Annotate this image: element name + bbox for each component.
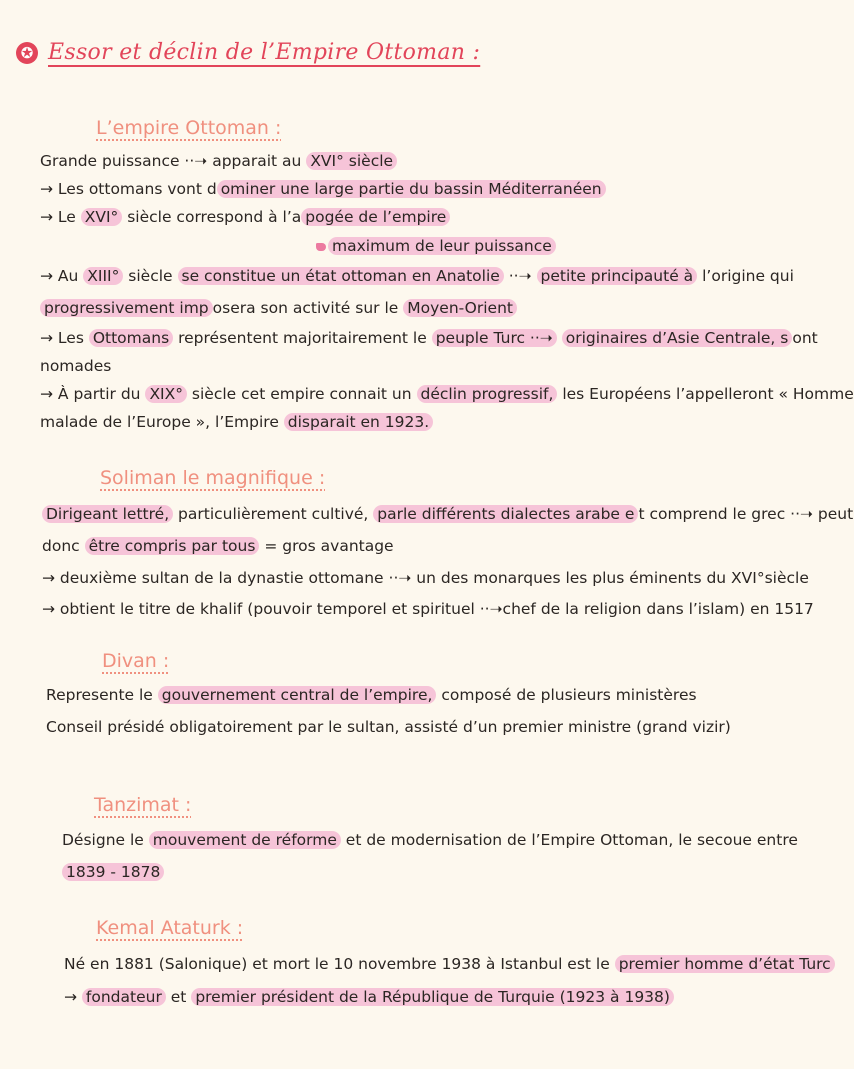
text: → obtient le titre de khalif (pouvoir temporel et spirituel ··➝chef de la religion dans l’islam) en 1517	[42, 600, 814, 618]
highlight: XVI° siècle	[306, 152, 397, 170]
text: Grande puissance ··➝ apparait au	[40, 152, 307, 170]
soliman-line-3	[42, 567, 809, 589]
text: → Les ottomans vont d	[40, 180, 217, 198]
heading-kemal-ataturk: Kemal Ataturk :	[96, 917, 244, 939]
highlight: gouvernement central de l’empire,	[158, 686, 437, 704]
highlight: petite principauté à	[537, 267, 698, 285]
text: particulièrement cultivé,	[173, 505, 374, 523]
highlight: XIII°	[83, 267, 123, 285]
empire-line-5	[40, 265, 794, 287]
heading-empire-ottoman: L’empire Ottoman :	[96, 117, 282, 139]
highlight: Dirigeant lettré,	[42, 505, 173, 523]
soliman-line-4	[42, 598, 814, 620]
kemal-line-1	[64, 953, 835, 975]
highlight: disparait en 1923.	[284, 413, 433, 431]
text: et	[165, 988, 192, 1006]
heading-divan: Divan :	[102, 650, 170, 672]
text: et de modernisation de l’Empire Ottoman, le secoue entre	[340, 831, 798, 849]
empire-line-9	[40, 383, 854, 405]
text: les Européens l’appelleront « Homme	[557, 385, 854, 403]
highlight: être compris par tous	[85, 537, 260, 555]
highlight: Moyen-Orient	[403, 299, 517, 317]
highlight: ominer une large partie du bassin Méditerranéen	[217, 180, 606, 198]
text: →	[64, 988, 82, 1006]
text: Represente le	[46, 686, 158, 704]
text: ont	[792, 329, 818, 347]
empire-line-3	[40, 206, 450, 228]
star-circle-icon: ✪	[16, 42, 38, 64]
text: représentent majoritairement le	[173, 329, 432, 347]
highlight: XIX°	[145, 385, 187, 403]
tanzimat-line-2	[62, 861, 164, 883]
text: ··➝	[503, 267, 537, 285]
empire-line-1	[40, 150, 397, 172]
highlight: XVI°	[81, 208, 123, 226]
text: siècle correspond à l’a	[122, 208, 302, 226]
text	[557, 329, 562, 347]
text: donc	[42, 537, 85, 555]
text: Né en 1881 (Salonique) et mort le 10 novembre 1938 à Istanbul est le	[64, 955, 615, 973]
highlight: maximum de leur puissance	[328, 237, 556, 255]
divan-line-2	[46, 716, 731, 738]
text: → Le	[40, 208, 81, 226]
heading-tanzimat: Tanzimat :	[94, 794, 192, 816]
highlight: premier président de la République de Turquie (1923 à 1938)	[191, 988, 674, 1006]
text: = gros avantage	[259, 537, 394, 555]
page-title: Essor et déclin de l’Empire Ottoman :	[48, 40, 481, 65]
empire-line-7	[40, 327, 818, 349]
empire-line-10	[40, 411, 433, 433]
empire-line-4	[316, 235, 556, 257]
text: nomades	[40, 357, 112, 375]
highlight: Ottomans	[89, 329, 173, 347]
text: → À partir du	[40, 385, 146, 403]
title-row	[16, 40, 480, 65]
text: → deuxième sultan de la dynastie ottomane ··➝ un des monarques les plus éminents du XVI°siècle	[42, 569, 809, 587]
highlight: pogée de l’empire	[301, 208, 450, 226]
soliman-line-1	[42, 503, 853, 525]
divan-line-1	[46, 684, 697, 706]
text: l’origine qui	[697, 267, 794, 285]
kemal-line-2	[64, 986, 674, 1008]
text: composé de plusieurs ministères	[436, 686, 697, 704]
empire-line-8	[40, 355, 111, 377]
text: siècle	[123, 267, 178, 285]
heading-soliman: Soliman le magnifique :	[100, 467, 326, 489]
highlight: 1839 - 1878	[62, 863, 164, 881]
highlight: mouvement de réforme	[149, 831, 341, 849]
tanzimat-line-1	[62, 829, 798, 851]
highlight: originaires d’Asie Centrale, s	[562, 329, 793, 347]
highlight: se constitue un état ottoman en Anatolie	[178, 267, 504, 285]
text: → Les	[40, 329, 89, 347]
text: siècle cet empire connait un	[187, 385, 417, 403]
text: t comprend le grec ··➝ peut	[638, 505, 854, 523]
highlight: premier homme d’état Turc	[615, 955, 835, 973]
empire-line-6	[40, 297, 517, 319]
text: osera son activité sur le	[212, 299, 404, 317]
text: Désigne le	[62, 831, 149, 849]
highlight: progressivement imp	[40, 299, 213, 317]
arrow-marker-icon	[316, 243, 326, 251]
empire-line-2	[40, 178, 606, 200]
highlight: peuple Turc ··➝	[432, 329, 557, 347]
highlight: fondateur	[82, 988, 166, 1006]
text: → Au	[40, 267, 84, 285]
text: malade de l’Europe », l’Empire	[40, 413, 284, 431]
highlight: parle différents dialectes arabe e	[373, 505, 638, 523]
text: Conseil présidé obligatoirement par le sultan, assisté d’un premier ministre (grand vizir)	[46, 718, 731, 736]
highlight: déclin progressif,	[417, 385, 558, 403]
soliman-line-2	[42, 535, 394, 557]
